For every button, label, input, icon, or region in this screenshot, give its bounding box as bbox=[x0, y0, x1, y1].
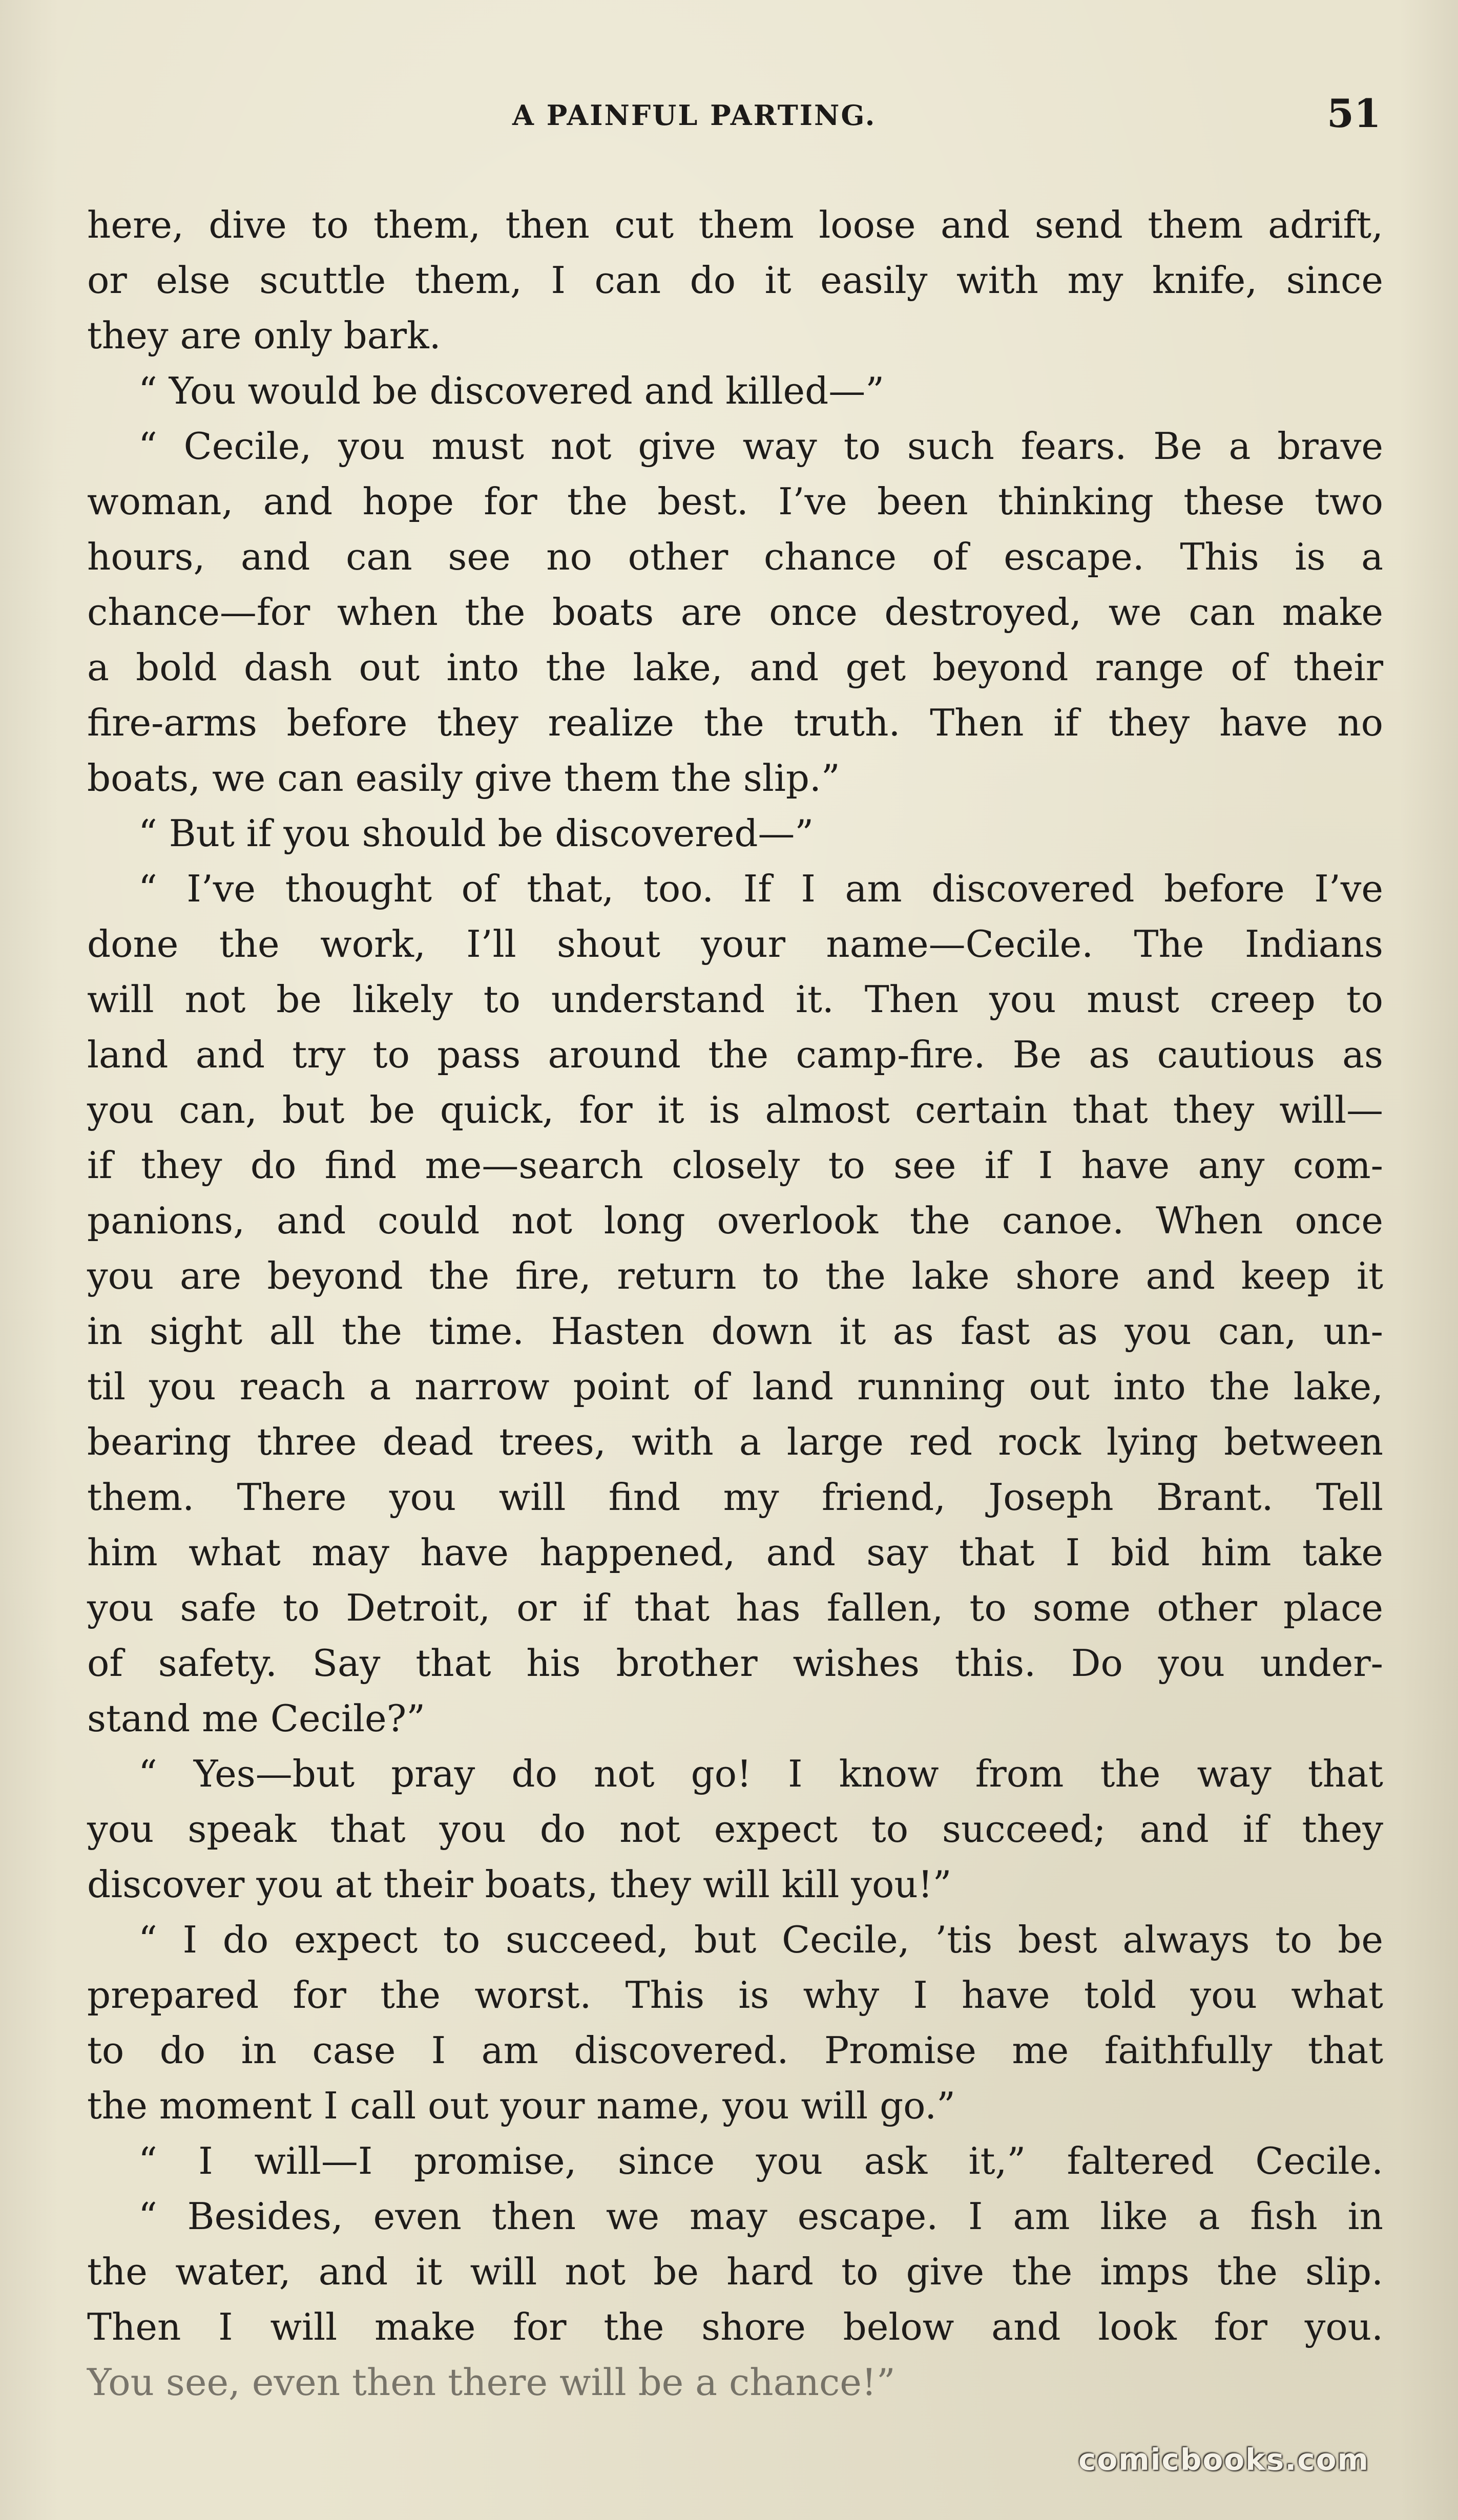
text-line: you can, but be quick, for it is almost certain that they will— bbox=[87, 1088, 1383, 1131]
watermark: comicbooks.com bbox=[1078, 2442, 1369, 2477]
text-line: the moment I call out your name, you will go.” bbox=[87, 2084, 955, 2127]
text-line: a bold dash out into the lake, and get beyond range of their bbox=[87, 646, 1383, 689]
text-line: the water, and it will not be hard to give the imps the slip. bbox=[87, 2250, 1383, 2293]
text-line: bearing three dead trees, with a large red rock lying between bbox=[87, 1420, 1383, 1463]
text-line: done the work, I’ll shout your name—Cecile. The Indians bbox=[87, 922, 1383, 965]
text-line: in sight all the time. Hasten down it as fast as you can, un- bbox=[87, 1310, 1383, 1353]
text-line: fire-arms before they realize the truth. Then if they have no bbox=[87, 701, 1383, 744]
text-line: “ Cecile, you must not give way to such fears. Be a brave bbox=[138, 425, 1383, 468]
text-line: You see, even then there will be a chance!” bbox=[87, 2361, 895, 2404]
text-line: land and try to pass around the camp-fire. Be as cautious as bbox=[87, 1033, 1383, 1076]
text-line: woman, and hope for the best. I’ve been thinking these two bbox=[87, 480, 1383, 523]
text-line: hours, and can see no other chance of escape. This is a bbox=[87, 535, 1383, 578]
running-title: A PAINFUL PARTING. bbox=[512, 99, 877, 132]
text-line: til you reach a narrow point of land running out into the lake, bbox=[87, 1365, 1383, 1408]
text-line: “ Yes—but pray do not go! I know from the way that bbox=[138, 1752, 1383, 1795]
text-line: you speak that you do not expect to succeed; and if they bbox=[87, 1808, 1383, 1851]
running-head bbox=[0, 92, 1458, 138]
text-line: here, dive to them, then cut them loose and send them adrift, bbox=[87, 203, 1383, 246]
page-number: 51 bbox=[1327, 91, 1381, 136]
text-line: they are only bark. bbox=[87, 314, 441, 357]
text-line: will not be likely to understand it. Then you must creep to bbox=[87, 978, 1383, 1021]
text-line: Then I will make for the shore below and look for you. bbox=[87, 2305, 1383, 2348]
text-line: if they do find me—search closely to see if I have any com- bbox=[87, 1144, 1383, 1187]
text-line: to do in case I am discovered. Promise me faithfully that bbox=[87, 2029, 1383, 2072]
text-line: boats, we can easily give them the slip.” bbox=[87, 757, 840, 800]
text-line: of safety. Say that his brother wishes this. Do you under- bbox=[87, 1642, 1383, 1685]
text-line: “ I do expect to succeed, but Cecile, ’tis best always to be bbox=[138, 1918, 1383, 1961]
text-line: you are beyond the fire, return to the lake shore and keep it bbox=[87, 1254, 1383, 1297]
text-line: him what may have happened, and say that I bid him take bbox=[87, 1531, 1383, 1574]
text-line: “ You would be discovered and killed—” bbox=[138, 369, 885, 412]
text-line: “ But if you should be discovered—” bbox=[138, 812, 814, 855]
text-line: chance—for when the boats are once destroyed, we can make bbox=[87, 591, 1383, 634]
text-line: “ I will—I promise, since you ask it,” faltered Cecile. bbox=[138, 2139, 1383, 2182]
text-line: “ I’ve thought of that, too. If I am discovered before I’ve bbox=[138, 867, 1383, 910]
text-line: “ Besides, even then we may escape. I am like a fish in bbox=[138, 2195, 1383, 2238]
text-line: discover you at their boats, they will kill you!” bbox=[87, 1863, 952, 1906]
text-line: or else scuttle them, I can do it easily with my knife, since bbox=[87, 259, 1383, 302]
text-line: stand me Cecile?” bbox=[87, 1697, 426, 1740]
text-line: prepared for the worst. This is why I have told you what bbox=[87, 1973, 1383, 2017]
body-text bbox=[87, 197, 1383, 2410]
text-line: panions, and could not long overlook the canoe. When once bbox=[87, 1199, 1383, 1242]
text-line: you safe to Detroit, or if that has fallen, to some other place bbox=[87, 1586, 1383, 1629]
text-line: them. There you will find my friend, Joseph Brant. Tell bbox=[87, 1476, 1383, 1519]
